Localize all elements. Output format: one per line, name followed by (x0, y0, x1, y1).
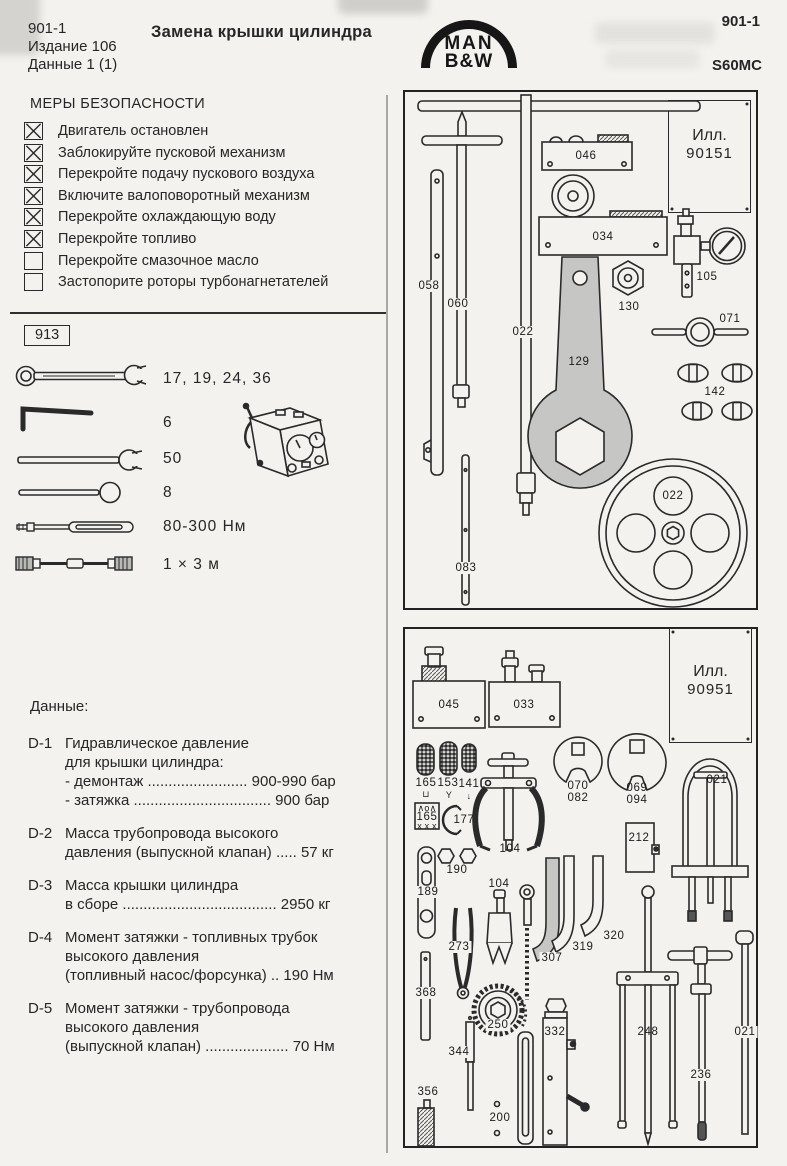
tool-273-drawing (454, 908, 471, 999)
tool-034-drawing (539, 175, 667, 255)
tool-356-drawing (418, 1100, 434, 1146)
data-entry-line: для крышки цилиндра: (65, 754, 224, 771)
data-entry-id: D-5 (28, 1000, 53, 1017)
tool-drawings-top (403, 90, 758, 610)
data-entry-line: в сборе ..................................... 2950 кг (65, 896, 331, 913)
tool-045-drawing (413, 647, 485, 728)
data-entry-line: Гидравлическое давление (65, 735, 249, 752)
illustration-number: 90951 (687, 681, 734, 698)
man-bw-logo (418, 8, 520, 72)
tool-number-label: 153 (437, 777, 459, 789)
tool-number-label: 021 (706, 774, 728, 786)
safety-item-label: Застопорите роторы турбонагнетателей (58, 274, 329, 291)
tool-number-label: 046 (575, 150, 597, 162)
tool-number-label: 141 (458, 778, 480, 790)
tool-number-label: 190 (446, 864, 468, 876)
tool-bar-drawing (418, 101, 700, 111)
high-pressure-hose-icon (15, 563, 140, 580)
doc-number-right: 901-1 (721, 13, 760, 30)
tool-212-drawing (626, 823, 659, 872)
tool-105-drawing (674, 209, 745, 297)
tool-165-153-141-drawing (417, 742, 476, 775)
tool-number-label: 142 (704, 386, 726, 398)
tool-kit-row (15, 362, 375, 395)
open-end-wrench-icon (15, 461, 150, 478)
tool-number-label: 236 (690, 1069, 712, 1081)
data-entry-line: (топливный насос/форсунка) .. 190 Нм (65, 967, 334, 984)
ball-handle-icon (15, 492, 125, 509)
tool-number-label: 022 (662, 490, 684, 502)
safety-heading: МЕРЫ БЕЗОПАСНОСТИ (30, 96, 206, 112)
data-entry-line: Масса трубопровода высокого (65, 825, 279, 842)
data-entry-id: D-2 (28, 825, 53, 842)
tool-130-drawing (613, 261, 643, 295)
tool-033-drawing (489, 651, 560, 727)
tool-number-label: 071 (719, 313, 741, 325)
tool-number-label: 189 (417, 886, 439, 898)
tool-size-label: 50 (163, 450, 183, 467)
scan-smudge (338, 0, 428, 14)
tool-number-label: 250 (487, 1019, 509, 1031)
tool-058-drawing (424, 170, 443, 475)
data-entry (28, 999, 380, 1056)
logo-text-man: MAN (444, 33, 494, 54)
checkbox-checked-icon (24, 208, 43, 226)
tool-kit-code: 913 (24, 325, 70, 346)
scan-ghost-text (605, 50, 700, 68)
illustration-label: Илл. (692, 127, 727, 144)
tool-344-drawing (466, 1017, 474, 1110)
data-entry (28, 876, 380, 914)
tool-number-label: 070 (567, 780, 589, 792)
safety-item-label: Включите валоповоротный механизм (58, 187, 310, 204)
tool-number-label: 130 (618, 301, 640, 313)
checkbox-checked-icon (24, 144, 43, 162)
safety-item-label: Перекройте охлаждающую воду (58, 209, 276, 226)
tool-number-label: 320 (603, 930, 625, 942)
tool-332-drawing (543, 999, 589, 1145)
tool-number-label: 177 (453, 814, 475, 826)
tool-size-label: 80-300 Нм (163, 518, 247, 535)
safety-item-label: Перекройте топливо (58, 230, 197, 247)
data-heading: Данные: (30, 698, 89, 715)
tool-number-label: 105 (696, 271, 718, 283)
tool-number-label: 069 (626, 782, 648, 794)
tool-number-label: 273 (448, 941, 470, 953)
hydraulic-pump-unit-drawing (230, 402, 338, 498)
tool-083-drawing (462, 455, 469, 605)
tool-number-label: 248 (637, 1026, 659, 1038)
safety-item-label: Заблокируйте пусковой механизм (58, 144, 286, 161)
data-entry (28, 824, 380, 862)
data-entry-id: D-3 (28, 877, 53, 894)
tool-size-label: 17, 19, 24, 36 (163, 370, 272, 387)
data-entry (28, 928, 380, 985)
data-entry-id: D-4 (28, 929, 53, 946)
page-title: Замена крышки цилиндра (151, 23, 372, 41)
edition: Издание 106 (28, 38, 117, 55)
tool-number-label: 058 (418, 280, 440, 292)
tool-size-label: 8 (163, 484, 173, 501)
tool-number-label: 200 (489, 1112, 511, 1124)
tool-number-label: 319 (572, 941, 594, 953)
safety-item-label: Двигатель остановлен (58, 123, 209, 139)
data-entry-line: - демонтаж ........................ 900-990 бар (65, 773, 336, 790)
tool-kit-row (15, 551, 375, 581)
checkbox-unchecked-icon (24, 273, 43, 291)
data-sheet-ref: Данные 1 (1) (28, 56, 118, 73)
tool-number-label: 033 (513, 699, 535, 711)
tool-number-label: 129 (568, 356, 590, 368)
tool-number-label: 022 (512, 326, 534, 338)
tool-number-label: 212 (628, 832, 650, 844)
doc-number: 901-1 (28, 20, 67, 37)
illustration-label: Илл. (693, 663, 728, 680)
tool-129-drawing (528, 257, 632, 488)
data-entry-line: Масса крышки цилиндра (65, 877, 239, 894)
data-entry-line: Момент затяжки - трубопровода (65, 1000, 290, 1017)
tool-022-disc-drawing (599, 459, 747, 607)
tool-number-label: 104 (488, 878, 510, 890)
data-entry-line: Момент затяжки - топливных трубок (65, 929, 318, 946)
tool-number-label: ⊔ (422, 789, 430, 799)
checkbox-unchecked-icon (24, 252, 43, 270)
tool-number-label: ∧o∧ (417, 803, 437, 813)
tool-number-label: 104 (499, 843, 521, 855)
tool-number-label: 045 (438, 699, 460, 711)
hex-key-icon (15, 420, 105, 437)
checkbox-checked-icon (24, 187, 43, 205)
tool-070-082-drawing (554, 737, 602, 782)
checkbox-checked-icon (24, 122, 43, 140)
scan-fold-line (386, 95, 388, 1153)
tool-number-label: 094 (626, 794, 648, 806)
tool-number-label: 332 (544, 1026, 566, 1038)
checkbox-checked-icon (24, 165, 43, 183)
tool-number-label: 165 (416, 811, 438, 823)
logo-text-bw: B&W (444, 51, 494, 72)
data-entry-line: высокого давления (65, 1019, 200, 1036)
data-entry-line: высокого давления (65, 948, 200, 965)
tool-104-chisel-drawing (487, 890, 512, 963)
tool-size-label: 1 × 3 м (163, 556, 220, 573)
data-entries (28, 734, 380, 1070)
data-entry-id: D-1 (28, 735, 53, 752)
tool-number-label: 082 (567, 792, 589, 804)
tool-number-label: 083 (455, 562, 477, 574)
tool-number-label: 060 (447, 298, 469, 310)
safety-item-label: Перекройте смазочное масло (58, 252, 259, 269)
tool-number-label: x x x (417, 821, 437, 831)
divider-rule (10, 312, 386, 314)
tool-248-drawing (617, 886, 678, 1144)
tool-190-drawing (438, 849, 476, 863)
safety-item-label: Перекройте подачу пускового воздуха (58, 166, 315, 183)
tool-number-label: 021 (734, 1026, 756, 1038)
tool-number-label: 356 (417, 1086, 439, 1098)
data-entry (28, 734, 380, 810)
checkbox-checked-icon (24, 230, 43, 248)
tool-number-label: 034 (592, 231, 614, 243)
tool-number-label: 344 (448, 1046, 470, 1058)
tool-number-label: Y (445, 790, 453, 800)
data-entry-line: (выпускной клапан) .................... 70 Нм (65, 1038, 335, 1055)
tool-number-label: ↓ (466, 791, 472, 801)
tool-size-label: 6 (163, 414, 173, 431)
tool-number-label: 307 (541, 952, 563, 964)
data-entry-line: - затяжка ................................. 900 бар (65, 792, 330, 809)
tool-320-drawing (581, 856, 603, 936)
tool-number-label: 165 (415, 777, 437, 789)
torque-wrench-icon (15, 525, 140, 542)
tool-kit-row (15, 516, 375, 543)
tool-104-puller-drawing (475, 753, 542, 850)
data-entry-line: давления (выпускной клапан) ..... 57 кг (65, 844, 334, 861)
tool-number-label: 368 (415, 987, 437, 999)
engine-type: S60MC (711, 57, 762, 74)
illustration-number: 90151 (686, 145, 733, 162)
combination-wrench-icon (15, 377, 150, 394)
